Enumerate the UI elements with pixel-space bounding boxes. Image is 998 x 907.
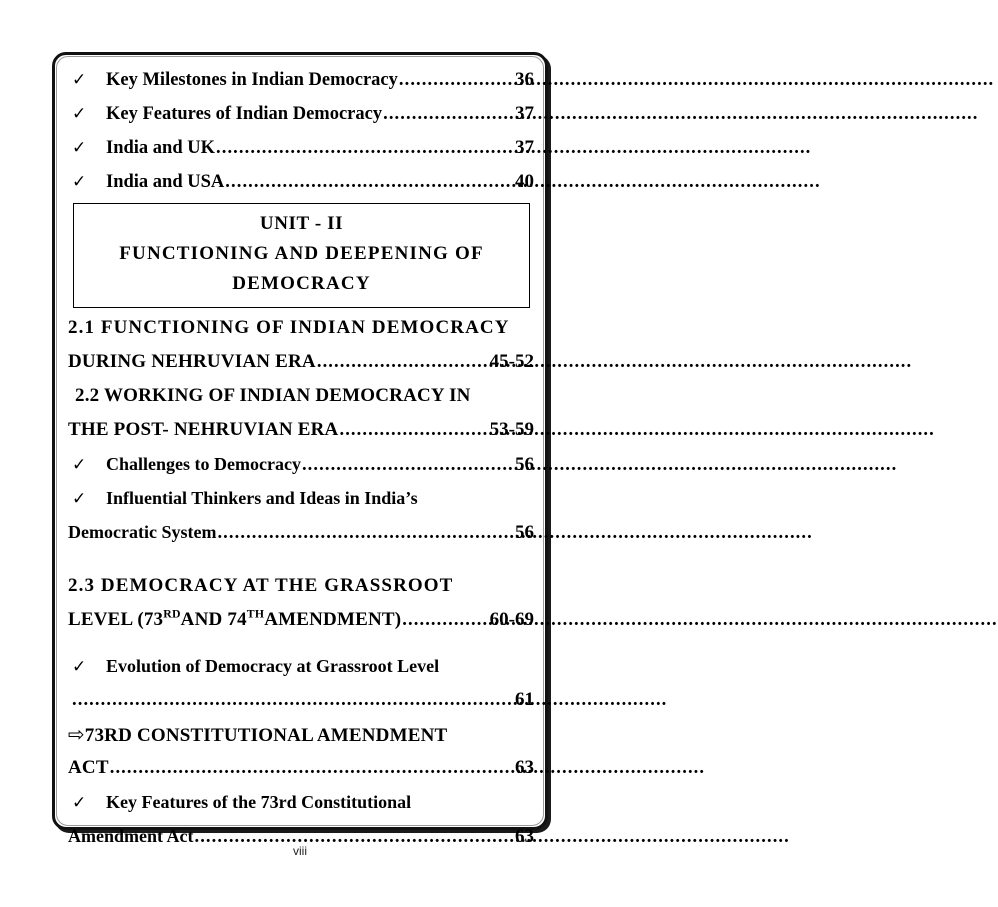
check-icon: ✓ <box>72 455 87 475</box>
toc-page-number: 63 <box>515 757 534 778</box>
toc-entry-label-cont: Democratic System <box>68 522 217 542</box>
section-2-3-title-cont <box>68 603 401 637</box>
page-border <box>52 52 548 847</box>
toc-entry-influential-thinkers-line-2[interactable] <box>68 515 534 549</box>
dot-leader <box>110 751 512 785</box>
s23-part-c: AMENDMENT) <box>264 609 402 630</box>
toc-page-number: 56 <box>515 454 534 475</box>
toc-entry-challenges-to-democracy[interactable] <box>68 447 534 481</box>
blank-line-spacer <box>68 549 534 569</box>
section-2-3-page-range: 60-69 <box>489 609 534 630</box>
dot-leader <box>302 448 512 482</box>
section-2-2-title: 2.2 WORKING OF INDIAN DEMOCRACY IN <box>75 385 471 406</box>
page-inner-border <box>56 56 544 847</box>
right-arrow-icon: ⇨ <box>68 722 85 746</box>
dot-leader <box>402 603 486 637</box>
toc-page-number: 36 <box>515 69 534 90</box>
blank-line-spacer <box>68 637 534 649</box>
toc-entry-key-features-73rd-line-1[interactable] <box>68 785 534 819</box>
check-icon: ✓ <box>72 138 87 158</box>
toc-entry-73rd-act-line-2[interactable] <box>68 751 534 785</box>
toc-entry-label: Key Features of the 73rd Constitutional <box>106 792 412 812</box>
unit-title-line-1: FUNCTIONING AND DEEPENING OF <box>119 243 484 264</box>
toc-page-number: 56 <box>515 522 534 543</box>
toc-entry-73rd-act-line-1[interactable] <box>68 717 534 751</box>
section-2-2-line-1[interactable] <box>68 379 534 413</box>
section-2-1-title: 2.1 FUNCTIONING OF INDIAN DEMOCRACY <box>68 317 510 338</box>
section-2-1-title-cont: DURING NEHRUVIAN ERA <box>68 351 316 372</box>
toc-entry-label: 73RD CONSTITUTIONAL AMENDMENT <box>84 725 448 746</box>
toc-page-number: 37 <box>515 103 534 124</box>
section-2-1-line-2[interactable] <box>68 345 534 379</box>
toc-page-number: 40 <box>515 171 534 192</box>
toc-entry-key-features-indian-democracy[interactable] <box>68 97 534 131</box>
check-icon: ✓ <box>72 70 87 90</box>
dot-leader <box>383 97 512 131</box>
dot-leader <box>216 131 512 165</box>
check-icon: ✓ <box>72 793 87 813</box>
toc-entry-label: India and UK <box>106 138 215 158</box>
toc-entry-label-cont: Amendment Act <box>68 826 194 846</box>
unit-number-label: UNIT - II <box>259 213 344 234</box>
table-of-contents <box>68 63 534 853</box>
dot-leader <box>72 683 512 717</box>
s23-sup-rd: RD <box>163 607 181 621</box>
toc-entry-label: Key Features of Indian Democracy <box>106 104 383 124</box>
toc-entry-label: India and USA <box>106 172 225 192</box>
dot-leader <box>317 345 487 379</box>
section-2-2-line-2[interactable] <box>68 413 534 447</box>
check-icon: ✓ <box>72 104 87 124</box>
unit-title-line-2: DEMOCRACY <box>232 273 371 294</box>
unit-heading-box <box>73 203 530 308</box>
dot-leader <box>399 63 512 97</box>
toc-page-number: 61 <box>515 689 534 710</box>
s23-part-a: LEVEL (73 <box>68 609 164 630</box>
toc-page-number: 37 <box>515 137 534 158</box>
dot-leader <box>217 516 512 550</box>
section-2-3-title: 2.3 DEMOCRACY AT THE GRASSROOT <box>68 575 454 596</box>
section-2-3-line-2[interactable] <box>68 603 534 637</box>
toc-entry-label: Key Milestones in Indian Democracy <box>106 70 398 90</box>
section-2-3-line-1[interactable] <box>68 569 534 603</box>
dot-leader <box>339 413 486 447</box>
check-icon: ✓ <box>72 172 87 192</box>
toc-entry-label: Evolution of Democracy at Grassroot Level <box>106 656 440 676</box>
toc-entry-india-and-usa[interactable] <box>68 165 534 199</box>
s23-part-b: AND 74 <box>180 609 247 630</box>
check-icon: ✓ <box>72 489 87 509</box>
page-number-label: viii <box>293 844 307 858</box>
toc-entry-evolution-grassroot-line-1[interactable] <box>68 649 534 683</box>
page-footer <box>0 844 600 858</box>
toc-page-number: 63 <box>515 826 534 847</box>
s23-sup-th: TH <box>246 607 265 621</box>
toc-entry-evolution-grassroot-line-2[interactable] <box>68 683 534 717</box>
section-2-2-page-range: 53-59 <box>489 419 534 440</box>
dot-leader <box>225 165 512 199</box>
toc-entry-label: Challenges to Democracy <box>106 454 301 474</box>
section-2-2-title-cont: THE POST- NEHRUVIAN ERA <box>68 419 339 440</box>
toc-entry-influential-thinkers-line-1[interactable] <box>68 481 534 515</box>
section-2-1-page-range: 45-52 <box>489 351 534 372</box>
section-2-1-line-1[interactable] <box>68 311 534 345</box>
toc-entry-label-cont: ACT <box>68 757 109 778</box>
check-icon: ✓ <box>72 657 87 677</box>
toc-entry-label: Influential Thinkers and Ideas in India’s <box>106 488 418 508</box>
toc-entry-key-milestones[interactable] <box>68 63 534 97</box>
toc-entry-india-and-uk[interactable] <box>68 131 534 165</box>
